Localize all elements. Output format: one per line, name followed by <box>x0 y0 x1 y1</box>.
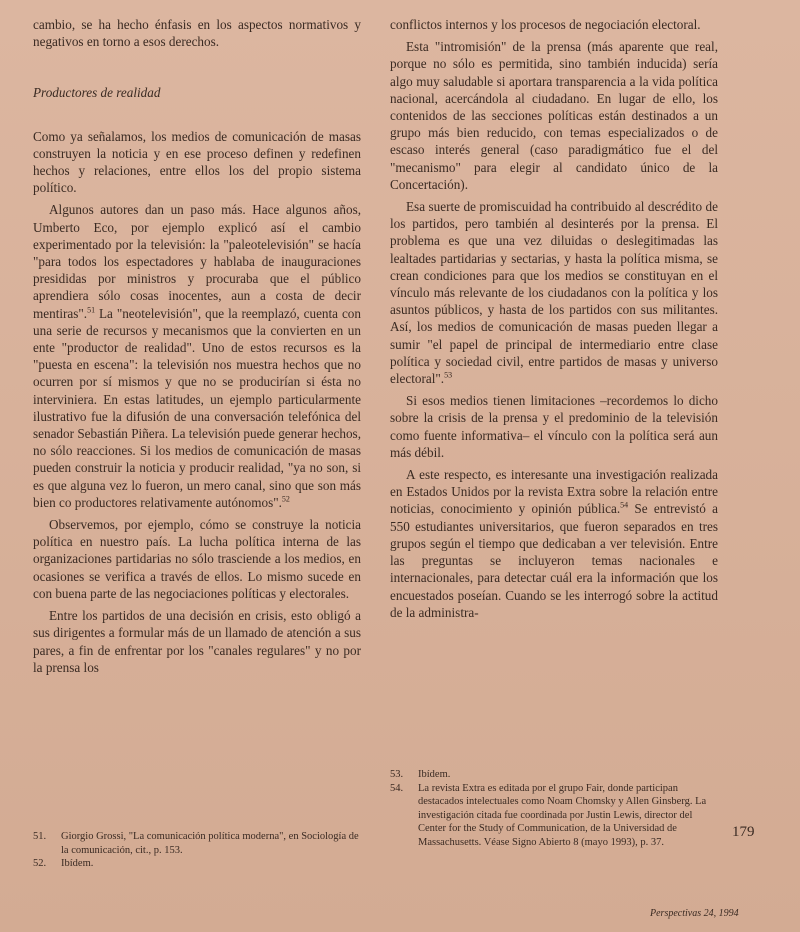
paragraph: conflictos internos y los procesos de negociación electoral. <box>390 17 701 32</box>
paragraph-text: Se entrevistó a 550 estudiantes universitarios, que fueron separados en tres grupos según el tiempo que dedicaban a ver televisión. Entre las preguntas se incluyeron temas nacionales e internacionales, para detectar cuál era la información que los encuestados poseían. Cuando se les interrogó sobre la actitud de la administra- <box>390 501 718 620</box>
paragraph <box>33 201 361 511</box>
footnote-ref: 51 <box>87 305 96 315</box>
footnote-text: Ibídem. <box>61 858 94 869</box>
left-column <box>33 16 361 676</box>
footnote-ref: 52 <box>281 494 290 504</box>
paragraph-text: Esa suerte de promiscuidad ha contribuido al descrédito de los partidos, pero también al desinterés por la prensa. El problema es que una vez diluidas o deslegitimadas las lealtades partidarias y sectarias, y hasta la política misma, se crean condiciones para que los medios se constituyan en el vínculo más relevante de los ciudadanos con la política y los asuntos públicos, y hasta de los partidos con sus militantes. Así, los medios de comunicación de masas pueden llegar a sumir "el papel de principal de intermediario entre clase política y sociedad civil, entre partidos de masas y universo electoral". <box>390 199 718 387</box>
paragraph: Si esos medios tienen limitaciones –recordemos lo dicho sobre la crisis de la prensa y el predominio de la televisión como fuente informativa– el vínculo con la política será aun más débil. <box>390 393 718 460</box>
footnotes-right <box>390 768 720 849</box>
footnote-number: 52. <box>33 858 47 869</box>
footnote-number: 53. <box>390 769 404 780</box>
paragraph: Entre los partidos de una decisión en crisis, esto obligó a sus dirigentes a formular más de un llamado de atención a sus pares, a fin de enfrentar por los "canales regulares" y no por la prensa los <box>33 608 361 675</box>
paragraph-text: Algunos autores dan un paso más. Hace algunos años, Umberto Eco, por ejemplo explicó así el cambio experimentado por la televisión: la "paleotelevisión" se hacía "para todos los espectadores y hablaba de inauguraciones presididas por ministros y procuraba que el público aprendiera sólo cosas inocentes, aun a costa de decir mentiras". <box>33 202 361 321</box>
footnote-number: 51. <box>33 831 47 842</box>
paragraph <box>390 198 718 387</box>
page-number: 179 <box>732 824 755 840</box>
footnote <box>390 782 720 850</box>
footnote-ref: 54 <box>620 501 629 511</box>
footnote-ref: 53 <box>444 370 453 380</box>
paragraph: Como ya señalamos, los medios de comunicación de masas construyen la noticia y en ese proceso definen y redefinen hechos y relaciones, entre ellos los del propio sistema político. <box>33 128 361 196</box>
footnote-text: Giorgio Grossi, "La comunicación política moderna", en Sociología de la comunicación, cit., p. 153. <box>61 831 359 856</box>
right-column <box>390 16 718 621</box>
footnote <box>33 857 363 871</box>
running-footer: Perspectivas 24, 1994 <box>650 908 739 919</box>
footnote-number: 54. <box>390 782 404 794</box>
footnote <box>390 768 720 782</box>
footnote-text: La revista Extra es editada por el grupo Fair, donde participan destacados intelectuales como Noam Chomsky y Allen Ginsberg. La investigación citada fue coordinada por Justin Lewis, director del Center for the Study of Communication, de la Universidad de Massachusetts. Véase Signo Abierto 8 (mayo 1993), p. 37. <box>418 782 707 848</box>
footnotes-left <box>33 830 363 871</box>
paragraph <box>390 466 718 621</box>
paragraph: cambio, se ha hecho énfasis en los aspectos normativos y negativos en torno a esos derechos. <box>33 17 361 50</box>
paragraph-text: A este respecto, es interesante una investigación realizada en Estados Unidos por la revista Extra sobre la relación entre noticias, conocimiento y opinión pública. <box>390 467 718 517</box>
footnote-text: Ibídem. <box>418 769 451 780</box>
footnote <box>33 830 363 857</box>
paragraph: Observemos, por ejemplo, cómo se construye la noticia política en nuestro país. La lucha política interna de las organizaciones partidarias no sólo trasciende a los medios, en ocasiones se verifica a través de ellos. Lo mismo sucede en con buena parte de las negociaciones políticas y electorales. <box>33 517 361 601</box>
section-heading: Productores de realidad <box>33 85 161 101</box>
paragraph-text: La "neotelevisión", que la reemplazó, cuenta con una serie de recursos y mecanismos que la convierten en un ente "productor de realidad". Uno de estos recursos es la "puesta en escena": la televisión nos muestra hechos que no ocurren por sí mismos y que no se producirían si ésta no interviniera. En estas latitudes, un ejemplo particularmente ilustrativo fue la difusión de una conversación telefónica del senador Sebastián Piñera. La televisión puede generar hechos, no sólo reacciones. Si los medios de comunicación de masas pueden construir la noticia y producir realidad, "ya no son, si es que alguna vez lo fueron, un mero canal, sino que son más bien co productores relativamente autónomos". <box>33 305 361 510</box>
paragraph: Esta "intromisión" de la prensa (más aparente que real, porque no sólo es permitida, sino también inducida) sería algo muy saludable si aportara transparencia a la vida política nacional, acercándola al ciudadano. En lugar de ello, los contenidos de las secciones políticas están destinados a un grupo más bien reducido, con temas especializados o de escaso interés general (caso paradigmático fue el del "mecanismo" para elegir al candidato único de la Concertación). <box>390 39 718 192</box>
